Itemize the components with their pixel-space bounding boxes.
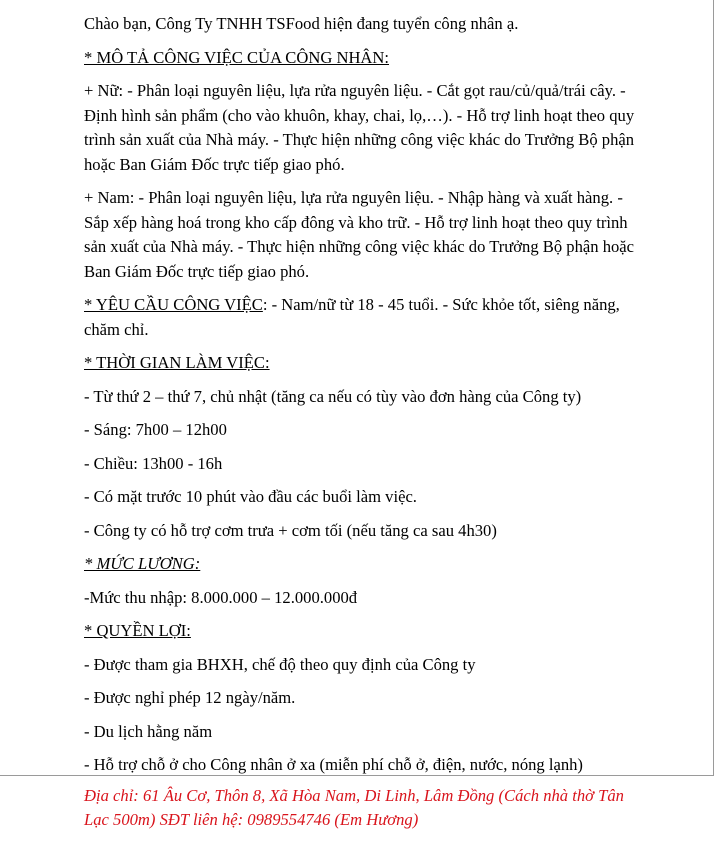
benefit-item: - Được tham gia BHXH, chế độ theo quy định của Công ty — [84, 654, 476, 674]
male-duties: + Nam: - Phân loại nguyên liệu, lựa rửa nguyên liệu. - Nhập hàng và xuất hàng. - Sắp xếp hàng hoá trong kho cấp đông và kho trữ. - Hỗ trợ linh hoạt theo quy trình sản xuất của Nhà máy. - Thực hiện những công việc khác do Trưởng Bộ phận hoặc Ban Giám Đốc trực tiếp giao phó. — [84, 188, 635, 281]
job-posting — [84, 12, 644, 842]
salary-heading: * MỨC LƯƠNG: — [84, 554, 201, 573]
working-time-item: - Chiều: 13h00 - 16h — [84, 453, 223, 473]
working-time-item: - Có mặt trước 10 phút vào đầu các buổi làm việc. — [84, 487, 417, 506]
requirements-paragraph — [84, 293, 644, 342]
working-time-heading: * THỜI GIAN LÀM VIỆC: — [84, 353, 270, 372]
benefit-item: - Được nghỉ phép 12 ngày/năm. — [84, 688, 296, 707]
job-description-heading: * MÔ TẢ CÔNG VIỆC CỦA CÔNG NHÂN: — [84, 47, 390, 67]
benefit-item: - Hỗ trợ chỗ ở cho Công nhân ở xa (miễn phí chỗ ở, điện, nước, nóng lạnh) — [84, 755, 583, 774]
contact-info: Địa chỉ: 61 Âu Cơ, Thôn 8, Xã Hòa Nam, Di Linh, Lâm Đồng (Cách nhà thờ Tân Lạc 500m) SĐT liên hệ: 0989554746 (Em Hương) — [84, 785, 624, 829]
working-time-item: - Sáng: 7h00 – 12h00 — [84, 420, 227, 439]
requirements-heading: * YÊU CẦU CÔNG VIỆC — [84, 295, 263, 314]
intro-text: Chào bạn, Công Ty TNHH TSFood hiện đang tuyển công nhân ạ. — [84, 14, 519, 33]
requirements-text: : - Nam/nữ từ 18 - 45 tuổi. - Sức khỏe tốt, siêng năng, chăm chỉ. — [84, 295, 620, 339]
benefit-item: - Du lịch hằng năm — [84, 721, 213, 741]
benefits-heading: * QUYỀN LỢI: — [84, 621, 191, 640]
salary-text: -Mức thu nhập: 8.000.000 – 12.000.000đ — [84, 587, 358, 607]
working-time-item: - Từ thứ 2 – thứ 7, chủ nhật (tăng ca nếu có tùy vào đơn hàng của Công ty) — [84, 386, 582, 406]
working-time-item: - Công ty có hỗ trợ cơm trưa + cơm tối (nếu tăng ca sau 4h30) — [84, 520, 497, 540]
female-duties: + Nữ: - Phân loại nguyên liệu, lựa rửa nguyên liệu. - Cắt gọt rau/củ/quả/trái cây. - Định hình sản phẩm (cho vào khuôn, khay, chai, lọ,…). - Hỗ trợ linh hoạt theo quy trình sản xuất của Nhà máy. - Thực hiện những công việc khác do Trưởng Bộ phận hoặc Ban Giám Đốc trực tiếp giao phó. — [84, 81, 635, 174]
